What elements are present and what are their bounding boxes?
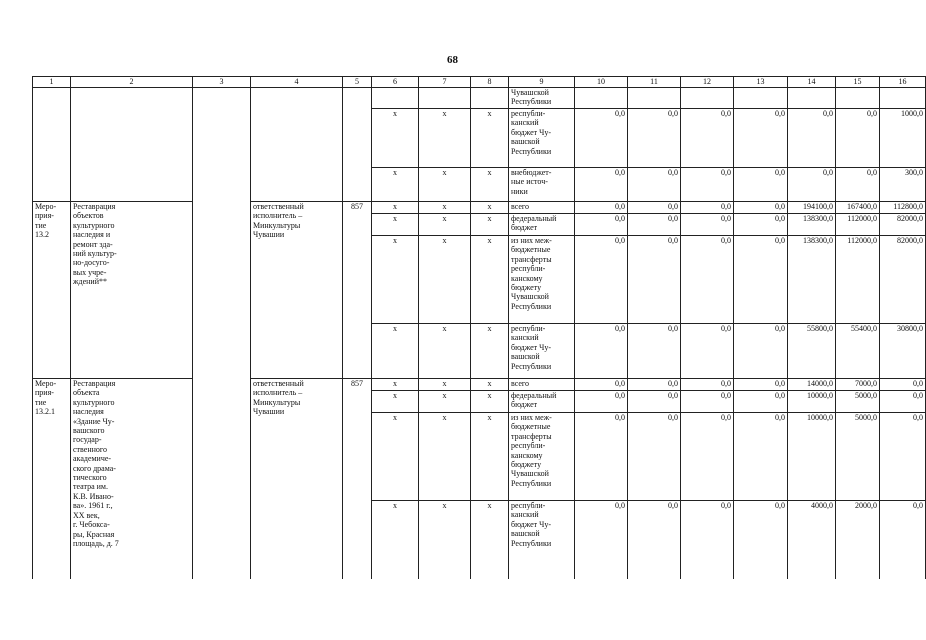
value-cell: 0,0: [575, 202, 628, 214]
value-cell: 0,0: [734, 379, 788, 391]
x-cell: [471, 88, 509, 109]
value-cell: 2000,0: [836, 501, 880, 579]
x-cell: x: [471, 236, 509, 324]
x-cell: [372, 88, 419, 109]
value-cell: 167400,0: [836, 202, 880, 214]
event-cell: Меро- прия- тие 13.2: [33, 202, 71, 379]
executor-cell: [251, 88, 343, 202]
x-cell: x: [471, 391, 509, 413]
value-cell: 112800,0: [880, 202, 926, 214]
x-cell: x: [419, 379, 471, 391]
value-cell: 0,0: [575, 214, 628, 236]
value-cell: 0,0: [681, 109, 734, 168]
value-cell: 10000,0: [788, 391, 836, 413]
budget-table: [32, 76, 926, 579]
header-cell: 4: [251, 77, 343, 88]
header-cell: 7: [419, 77, 471, 88]
value-cell: 112000,0: [836, 214, 880, 236]
code-cell: [343, 88, 372, 202]
value-cell: 0,0: [575, 236, 628, 324]
value-cell: 0,0: [880, 391, 926, 413]
value-cell: 0,0: [734, 214, 788, 236]
header-cell: 6: [372, 77, 419, 88]
value-cell: 0,0: [681, 168, 734, 202]
header-cell: 12: [681, 77, 734, 88]
x-cell: x: [372, 109, 419, 168]
table-row: [33, 202, 926, 214]
value-cell: 0,0: [836, 109, 880, 168]
x-cell: x: [372, 324, 419, 379]
value-cell: 0,0: [575, 391, 628, 413]
x-cell: x: [471, 214, 509, 236]
code-cell: 857: [343, 202, 372, 379]
table-row: [33, 379, 926, 391]
header-cell: 14: [788, 77, 836, 88]
funding-source-cell: республи- канский бюджет Чу- вашской Республики: [509, 501, 575, 579]
x-cell: x: [372, 202, 419, 214]
value-cell: 0,0: [575, 168, 628, 202]
header-cell: 5: [343, 77, 372, 88]
event-cell: Меро- прия- тие 13.2.1: [33, 379, 71, 579]
value-cell: 0,0: [788, 109, 836, 168]
header-cell: 15: [836, 77, 880, 88]
funding-source-cell: всего: [509, 202, 575, 214]
x-cell: x: [419, 413, 471, 501]
value-cell: 0,0: [628, 501, 681, 579]
event-title-cell: [71, 88, 193, 202]
value-cell: 10000,0: [788, 413, 836, 501]
value-cell: 1000,0: [880, 109, 926, 168]
value-cell: 0,0: [880, 379, 926, 391]
column-number-row: [33, 77, 926, 88]
page-number: 68: [447, 54, 458, 66]
value-cell: 0,0: [628, 413, 681, 501]
header-cell: 3: [193, 77, 251, 88]
x-cell: x: [419, 324, 471, 379]
executor-cell: ответственный исполнитель – Минкультуры Чувашии: [251, 202, 343, 379]
x-cell: x: [471, 202, 509, 214]
value-cell: 0,0: [681, 324, 734, 379]
header-cell: 2: [71, 77, 193, 88]
x-cell: x: [372, 413, 419, 501]
header-cell: 9: [509, 77, 575, 88]
x-cell: x: [372, 168, 419, 202]
x-cell: x: [419, 391, 471, 413]
value-cell: 112000,0: [836, 236, 880, 324]
x-cell: x: [471, 413, 509, 501]
funding-source-cell: всего: [509, 379, 575, 391]
value-cell: 0,0: [628, 214, 681, 236]
executor-cell: ответственный исполнитель – Минкультуры Чувашии: [251, 379, 343, 579]
funding-source-cell: республи- канский бюджет Чу- вашской Республики: [509, 324, 575, 379]
x-cell: [419, 88, 471, 109]
header-cell: 10: [575, 77, 628, 88]
funding-source-cell: из них меж- бюджетные трансферты республи- канскому бюджету Чувашской Республики: [509, 413, 575, 501]
value-cell: 300,0: [880, 168, 926, 202]
x-cell: x: [419, 168, 471, 202]
funding-source-cell: Чувашской Республики: [509, 88, 575, 109]
table-row: [33, 88, 926, 109]
value-cell: 0,0: [681, 501, 734, 579]
value-cell: 0,0: [575, 109, 628, 168]
value-cell: 55800,0: [788, 324, 836, 379]
funding-source-cell: республи- канский бюджет Чу- вашской Республики: [509, 109, 575, 168]
value-cell: 0,0: [681, 379, 734, 391]
value-cell: 0,0: [734, 202, 788, 214]
value-cell: 0,0: [681, 413, 734, 501]
x-cell: x: [372, 391, 419, 413]
value-cell: 0,0: [628, 168, 681, 202]
value-cell: 0,0: [628, 324, 681, 379]
x-cell: x: [471, 109, 509, 168]
value-cell: 82000,0: [880, 236, 926, 324]
x-cell: x: [471, 379, 509, 391]
header-cell: 13: [734, 77, 788, 88]
x-cell: x: [419, 501, 471, 579]
value-cell: 0,0: [788, 168, 836, 202]
value-cell: 0,0: [681, 214, 734, 236]
value-cell: 0,0: [575, 379, 628, 391]
x-cell: x: [419, 109, 471, 168]
value-cell: 0,0: [575, 413, 628, 501]
value-cell: 0,0: [628, 379, 681, 391]
x-cell: x: [372, 214, 419, 236]
header-cell: 16: [880, 77, 926, 88]
x-cell: x: [372, 236, 419, 324]
x-cell: x: [471, 324, 509, 379]
event-cell: [33, 88, 71, 202]
header-cell: 11: [628, 77, 681, 88]
x-cell: x: [372, 501, 419, 579]
value-cell: 0,0: [734, 501, 788, 579]
value-cell: 194100,0: [788, 202, 836, 214]
value-cell: 0,0: [681, 236, 734, 324]
value-cell: 0,0: [628, 202, 681, 214]
value-cell: 7000,0: [836, 379, 880, 391]
x-cell: x: [372, 379, 419, 391]
value-cell: 5000,0: [836, 391, 880, 413]
x-cell: x: [471, 501, 509, 579]
value-cell: 138300,0: [788, 236, 836, 324]
value-cell: 0,0: [734, 324, 788, 379]
value-cell: 82000,0: [880, 214, 926, 236]
value-cell: 0,0: [681, 202, 734, 214]
value-cell: 138300,0: [788, 214, 836, 236]
funding-source-cell: внебюджет- ные источ- ники: [509, 168, 575, 202]
header-cell: 8: [471, 77, 509, 88]
value-cell: 0,0: [734, 391, 788, 413]
value-cell: 5000,0: [836, 413, 880, 501]
value-cell: 55400,0: [836, 324, 880, 379]
code-cell: 857: [343, 379, 372, 579]
x-cell: x: [419, 202, 471, 214]
x-cell: x: [419, 214, 471, 236]
value-cell: 14000,0: [788, 379, 836, 391]
value-cell: 0,0: [628, 236, 681, 324]
x-cell: x: [471, 168, 509, 202]
event-title-cell: Реставрация объектов культурного наследия и ремонт зда- ний культур- но-досуго- вых учре- ждений**: [71, 202, 193, 379]
value-cell: 0,0: [734, 413, 788, 501]
funding-source-cell: федеральный бюджет: [509, 391, 575, 413]
value-cell: 0,0: [734, 109, 788, 168]
value-cell: 0,0: [836, 168, 880, 202]
empty-cell: [193, 88, 251, 579]
value-cell: 0,0: [734, 236, 788, 324]
value-cell: 30800,0: [880, 324, 926, 379]
value-cell: 0,0: [575, 501, 628, 579]
value-cell: 0,0: [628, 391, 681, 413]
funding-source-cell: из них меж- бюджетные трансферты республи- канскому бюджету Чувашской Республики: [509, 236, 575, 324]
value-cell: 0,0: [681, 391, 734, 413]
value-cell: 0,0: [575, 324, 628, 379]
value-cell: 0,0: [880, 413, 926, 501]
value-cell: 0,0: [734, 168, 788, 202]
header-cell: 1: [33, 77, 71, 88]
value-cell: 0,0: [880, 501, 926, 579]
value-cell: 0,0: [628, 109, 681, 168]
x-cell: x: [419, 236, 471, 324]
event-title-cell: Реставрация объекта культурного наследия «Здание Чу- вашского государ- ственного академиче- ского драма- тического театра им. К.В. Ивано- ва». 1961 г., XX век, г. Чебокса- ры, Красная площадь, д. 7: [71, 379, 193, 579]
value-cell: 4000,0: [788, 501, 836, 579]
funding-source-cell: федеральный бюджет: [509, 214, 575, 236]
